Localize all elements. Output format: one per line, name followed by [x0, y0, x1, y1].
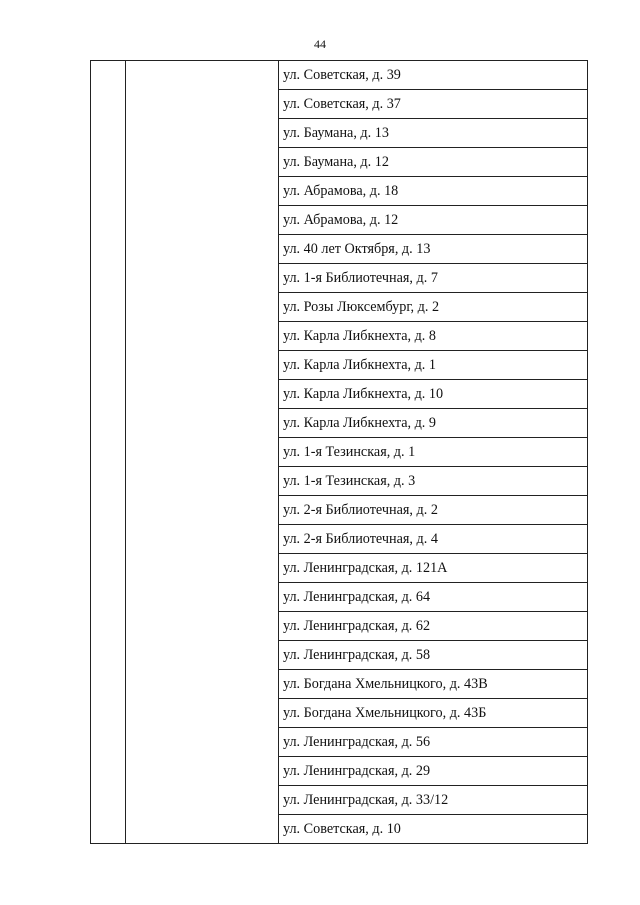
address-cell: ул. Абрамова, д. 12 [279, 206, 588, 235]
address-cell: ул. Баумана, д. 13 [279, 119, 588, 148]
address-cell: ул. Советская, д. 37 [279, 90, 588, 119]
address-cell: ул. Ленинградская, д. 58 [279, 641, 588, 670]
table-row [91, 61, 588, 90]
address-table [90, 60, 588, 844]
address-cell: ул. 1-я Тезинская, д. 3 [279, 467, 588, 496]
address-cell: ул. Советская, д. 39 [279, 61, 588, 90]
address-cell: ул. Богдана Хмельницкого, д. 43В [279, 670, 588, 699]
index-column-cell [91, 61, 126, 844]
address-cell: ул. Карла Либкнехта, д. 10 [279, 380, 588, 409]
address-cell: ул. Ленинградская, д. 33/12 [279, 786, 588, 815]
address-cell: ул. Карла Либкнехта, д. 8 [279, 322, 588, 351]
address-cell: ул. Баумана, д. 12 [279, 148, 588, 177]
address-cell: ул. Богдана Хмельницкого, д. 43Б [279, 699, 588, 728]
address-cell: ул. Ленинградская, д. 121А [279, 554, 588, 583]
address-table-body [91, 61, 588, 844]
address-cell: ул. Ленинградская, д. 62 [279, 612, 588, 641]
address-cell: ул. 1-я Тезинская, д. 1 [279, 438, 588, 467]
address-cell: ул. Карла Либкнехта, д. 9 [279, 409, 588, 438]
address-cell: ул. 2-я Библиотечная, д. 4 [279, 525, 588, 554]
settlement-column-cell [126, 61, 279, 844]
address-cell: ул. Карла Либкнехта, д. 1 [279, 351, 588, 380]
address-cell: ул. 40 лет Октября, д. 13 [279, 235, 588, 264]
page-number: 44 [314, 37, 326, 51]
address-cell: ул. Абрамова, д. 18 [279, 177, 588, 206]
address-cell: ул. Ленинградская, д. 64 [279, 583, 588, 612]
address-cell: ул. Советская, д. 10 [279, 815, 588, 844]
address-cell: ул. Розы Люксембург, д. 2 [279, 293, 588, 322]
address-cell: ул. Ленинградская, д. 29 [279, 757, 588, 786]
address-cell: ул. Ленинградская, д. 56 [279, 728, 588, 757]
address-cell: ул. 1-я Библиотечная, д. 7 [279, 264, 588, 293]
address-cell: ул. 2-я Библиотечная, д. 2 [279, 496, 588, 525]
